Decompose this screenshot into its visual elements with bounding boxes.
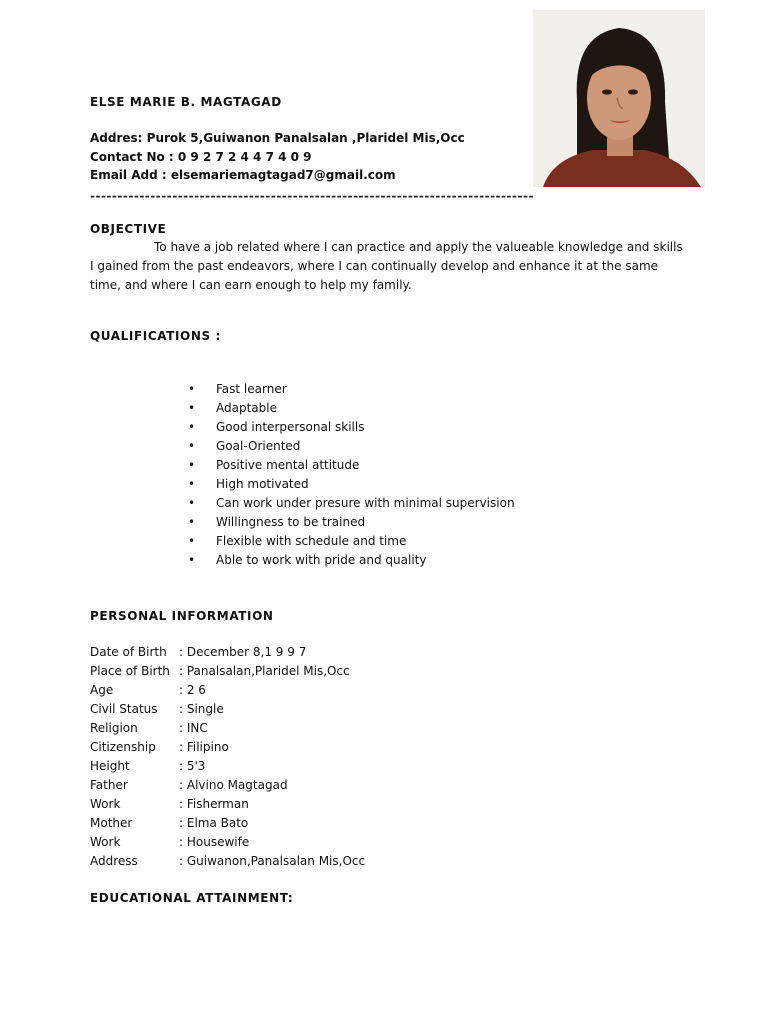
bullet-icon: • <box>188 439 196 453</box>
field-value: : 2 6 <box>179 683 206 697</box>
qualification-text: Fast learner <box>216 382 287 396</box>
field-value: : Guiwanon,Panalsalan Mis,Occ <box>179 854 366 868</box>
bullet-icon: • <box>188 515 196 529</box>
education-heading: EDUCATIONAL ATTAINMENT: <box>90 891 294 905</box>
qualification-text: Can work under presure with minimal supervision <box>216 496 515 510</box>
field-label: Religion <box>90 721 138 735</box>
qualifications-list <box>188 380 515 570</box>
list-item <box>188 437 515 456</box>
list-item <box>188 456 515 475</box>
field-value: : Housewife <box>179 835 250 849</box>
address-line: Addres: Purok 5,Guiwanon Panalsalan ,Plaridel Mis,Occ <box>90 131 465 145</box>
table-row <box>90 662 365 681</box>
applicant-name: ELSE MARIE B. MAGTAGAD <box>90 95 282 109</box>
field-label: Work <box>90 797 121 811</box>
field-value: : Filipino <box>179 740 229 754</box>
list-item <box>188 551 515 570</box>
qualification-text: Able to work with pride and quality <box>216 553 427 567</box>
bullet-icon: • <box>188 534 196 548</box>
qualification-text: Adaptable <box>216 401 277 415</box>
field-value: : Alvino Magtagad <box>179 778 288 792</box>
field-label: Address <box>90 854 138 868</box>
header-divider: --------------------------------------------------------------------------------- <box>90 189 534 203</box>
list-item <box>188 513 515 532</box>
field-value: : Fisherman <box>179 797 249 811</box>
table-row <box>90 852 365 871</box>
qualifications-heading: QUALIFICATIONS : <box>90 329 221 343</box>
field-value: : Panalsalan,Plaridel Mis,Occ <box>179 664 350 678</box>
table-row <box>90 738 365 757</box>
bullet-icon: • <box>188 458 196 472</box>
field-value: : Single <box>179 702 224 716</box>
qualification-text: Good interpersonal skills <box>216 420 365 434</box>
personal-info-heading: PERSONAL INFORMATION <box>90 609 274 623</box>
bullet-icon: • <box>188 477 196 491</box>
table-row <box>90 700 365 719</box>
field-label: Civil Status <box>90 702 158 716</box>
bullet-icon: • <box>188 496 196 510</box>
table-row <box>90 757 365 776</box>
bullet-icon: • <box>188 420 196 434</box>
field-label: Date of Birth <box>90 645 167 659</box>
field-value: : December 8,1 9 9 7 <box>179 645 307 659</box>
objective-heading: OBJECTIVE <box>90 222 167 236</box>
table-row <box>90 719 365 738</box>
qualification-text: High motivated <box>216 477 309 491</box>
field-label: Citizenship <box>90 740 156 754</box>
qualification-text: Flexible with schedule and time <box>216 534 407 548</box>
profile-photo <box>533 10 705 187</box>
field-value: : Elma Bato <box>179 816 249 830</box>
bullet-icon: • <box>188 382 196 396</box>
table-row <box>90 776 365 795</box>
list-item <box>188 494 515 513</box>
objective-text: To have a job related where I can practice and apply the valueable knowledge and skills I gained from the past endeavors, where I can continually develop and enhance it at the same time, and where I can earn enough to help my family. <box>90 240 683 292</box>
contact-line: Contact No : 0 9 2 7 2 4 4 7 4 0 9 <box>90 150 312 164</box>
qualification-text: Willingness to be trained <box>216 515 366 529</box>
field-label: Work <box>90 835 121 849</box>
table-row <box>90 814 365 833</box>
bullet-icon: • <box>188 553 196 567</box>
list-item <box>188 532 515 551</box>
table-row <box>90 643 365 662</box>
field-value: : INC <box>179 721 208 735</box>
field-label: Mother <box>90 816 133 830</box>
email-line: Email Add : elsemariemagtagad7@gmail.com <box>90 168 396 182</box>
field-label: Height <box>90 759 130 773</box>
list-item <box>188 380 515 399</box>
personal-info-table <box>90 643 365 871</box>
table-row <box>90 833 365 852</box>
qualification-text: Goal-Oriented <box>216 439 301 453</box>
field-label: Age <box>90 683 114 697</box>
field-label: Place of Birth <box>90 664 170 678</box>
qualification-text: Positive mental attitude <box>216 458 360 472</box>
list-item <box>188 399 515 418</box>
bullet-icon: • <box>188 401 196 415</box>
table-row <box>90 795 365 814</box>
list-item <box>188 418 515 437</box>
table-row <box>90 681 365 700</box>
field-label: Father <box>90 778 128 792</box>
list-item <box>188 475 515 494</box>
field-value: : 5'3 <box>179 759 206 773</box>
